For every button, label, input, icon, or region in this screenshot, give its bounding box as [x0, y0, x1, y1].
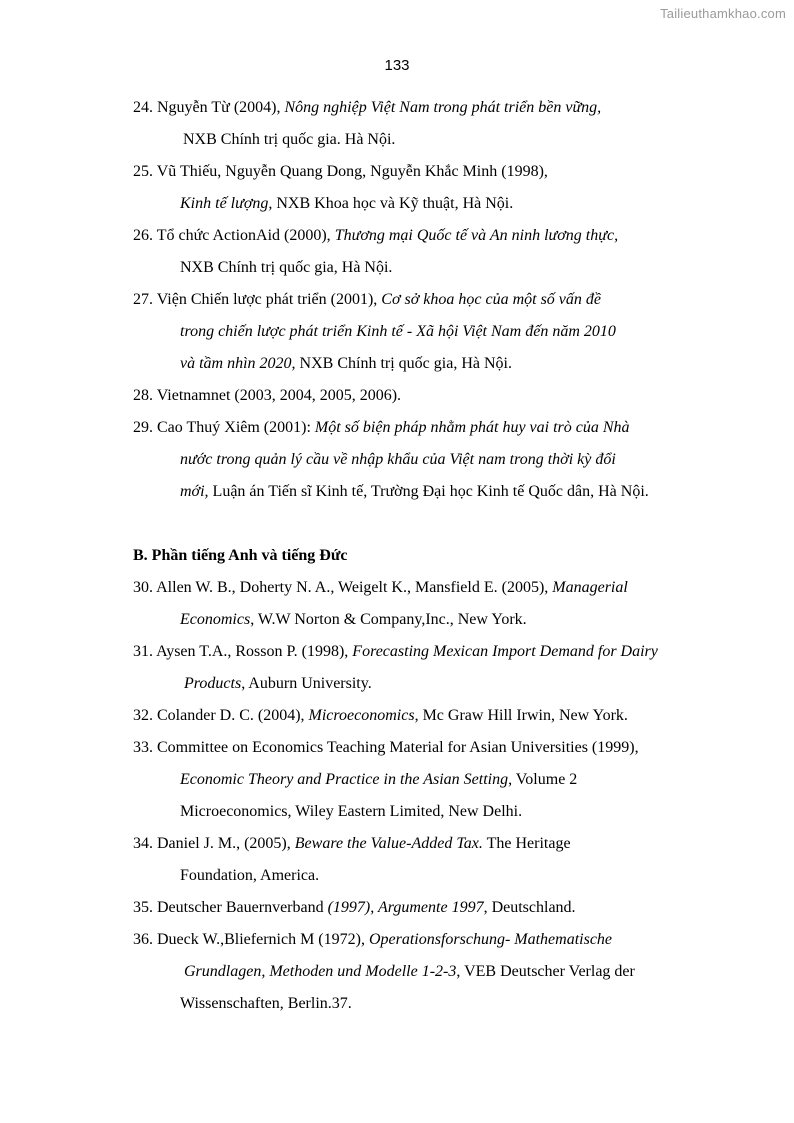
- italic-title-segment: Nông nghiệp Việt Nam trong phát triển bền vững,: [284, 99, 602, 116]
- ref-32-line-1: [133, 706, 628, 726]
- italic-title-segment: Economics: [180, 611, 251, 628]
- italic-title-segment: Managerial: [552, 579, 628, 596]
- italic-title-segment: Grundlagen, Methoden und Modelle 1-2-3: [184, 963, 457, 980]
- text-segment: , Mc Graw Hill Irwin, New York.: [414, 707, 628, 724]
- text-segment: , W.W Norton & Company,Inc., New York.: [250, 611, 527, 628]
- text-segment: 32. Colander D. C. (2004),: [133, 707, 309, 724]
- italic-title-segment: (1997), Argumente 1997: [327, 899, 484, 916]
- text-segment: NXB Chính trị quốc gia, Hà Nội.: [295, 355, 512, 372]
- ref-29-line-1: [133, 418, 630, 438]
- text-segment: 34. Daniel J. M., (2005),: [133, 835, 295, 852]
- ref-30-line-1: [133, 578, 628, 598]
- page-number: 133: [384, 57, 410, 74]
- italic-title-segment: Operationsforschung- Mathematische: [368, 931, 613, 948]
- ref-26-line-1: [133, 226, 618, 246]
- text-segment: B. Phần tiếng Anh và tiếng Đức: [133, 547, 348, 564]
- italic-title-segment: Forecasting Mexican Import Demand for Dairy: [352, 643, 658, 660]
- text-segment: NXB Chính trị quốc gia. Hà Nội.: [183, 131, 396, 148]
- italic-title-segment: Beware the Value-Added Tax.: [294, 835, 483, 852]
- text-segment: Luận án Tiến sĩ Kinh tế, Trường Đại học Kinh tế Quốc dân, Hà Nội.: [208, 483, 649, 500]
- ref-27-line-2: [180, 322, 616, 342]
- ref-34-line-2: [180, 866, 319, 886]
- ref-29-line-3: [180, 482, 649, 502]
- text-segment: 33. Committee on Economics Teaching Material for Asian Universities (1999),: [133, 739, 639, 756]
- ref-36-line-3: [180, 994, 352, 1014]
- text-segment: The Heritage: [482, 835, 571, 852]
- italic-title-segment: Một số biện pháp nhằm phát huy vai trò của Nhà: [314, 419, 630, 436]
- ref-30-line-2: [180, 610, 527, 630]
- text-segment: Foundation, America.: [180, 867, 320, 884]
- italic-title-segment: nước trong quản lý cầu về nhập khẩu của Việt nam trong thời kỳ đổi: [180, 451, 616, 468]
- text-segment: 36. Dueck W.,Bliefernich M (1972),: [133, 931, 369, 948]
- text-segment: 30. Allen W. B., Doherty N. A., Weigelt K., Mansfield E. (2005),: [133, 579, 553, 596]
- text-segment: Wissenschaften, Berlin.37.: [180, 995, 352, 1012]
- text-segment: 29. Cao Thuý Xiêm (2001):: [133, 419, 315, 436]
- italic-title-segment: trong chiến lược phát triển Kinh tế - Xã hội Việt Nam đến năm 2010: [180, 323, 616, 340]
- ref-33-line-1: [133, 738, 639, 758]
- text-segment: 26. Tổ chức ActionAid (2000),: [133, 227, 335, 244]
- text-segment: Microeconomics, Wiley Eastern Limited, New Delhi.: [180, 803, 523, 820]
- italic-title-segment: mới,: [180, 483, 209, 500]
- italic-title-segment: Products: [184, 675, 242, 692]
- ref-28-line-1: [133, 386, 401, 406]
- ref-24-line-1: [133, 98, 601, 118]
- text-segment: 31. Aysen T.A., Rosson P. (1998),: [133, 643, 353, 660]
- text-segment: 25. Vũ Thiếu, Nguyễn Quang Dong, Nguyễn Khắc Minh (1998),: [133, 163, 548, 180]
- ref-29-line-2: [180, 450, 616, 470]
- italic-title-segment: và tầm nhìn 2020,: [180, 355, 296, 372]
- italic-title-segment: Thương mại Quốc tế và An ninh lương thực,: [334, 227, 619, 244]
- text-segment: 28. Vietnamnet (2003, 2004, 2005, 2006).: [133, 387, 402, 404]
- text-segment: 27. Viện Chiến lược phát triển (2001),: [133, 291, 382, 308]
- ref-26-line-2: [180, 258, 392, 278]
- ref-25-line-1: [133, 162, 548, 182]
- ref-27-line-1: [133, 290, 601, 310]
- ref-24-line-2: [183, 130, 395, 150]
- ref-33-line-3: [180, 802, 522, 822]
- text-segment: 24. Nguyễn Từ (2004),: [133, 99, 285, 116]
- text-segment: , Deutschland.: [483, 899, 576, 916]
- italic-title-segment: Microeconomics: [308, 707, 415, 724]
- ref-27-line-3: [180, 354, 512, 374]
- ref-25-line-2: [180, 194, 513, 214]
- italic-title-segment: Kinh tế lượng,: [180, 195, 273, 212]
- ref-31-line-1: [133, 642, 658, 662]
- watermark: Tailieuthamkhao.com: [660, 6, 786, 21]
- italic-title-segment: Economic Theory and Practice in the Asian Setting: [180, 771, 509, 788]
- italic-title-segment: Cơ sở khoa học của một số vấn đề: [381, 291, 601, 308]
- text-segment: NXB Chính trị quốc gia, Hà Nội.: [180, 259, 393, 276]
- ref-34-line-1: [133, 834, 571, 854]
- ref-33-line-2: [180, 770, 577, 790]
- ref-36-line-1: [133, 930, 612, 950]
- ref-36-line-2: [184, 962, 635, 982]
- ref-31-line-2: [184, 674, 372, 694]
- text-segment: 35. Deutscher Bauernverband: [133, 899, 328, 916]
- text-segment: , Auburn University.: [241, 675, 372, 692]
- text-segment: , VEB Deutscher Verlag der: [456, 963, 635, 980]
- section-heading-b: [133, 546, 348, 566]
- text-segment: NXB Khoa học và Kỹ thuật, Hà Nội.: [272, 195, 514, 212]
- ref-35-line-1: [133, 898, 576, 918]
- text-segment: , Volume 2: [508, 771, 578, 788]
